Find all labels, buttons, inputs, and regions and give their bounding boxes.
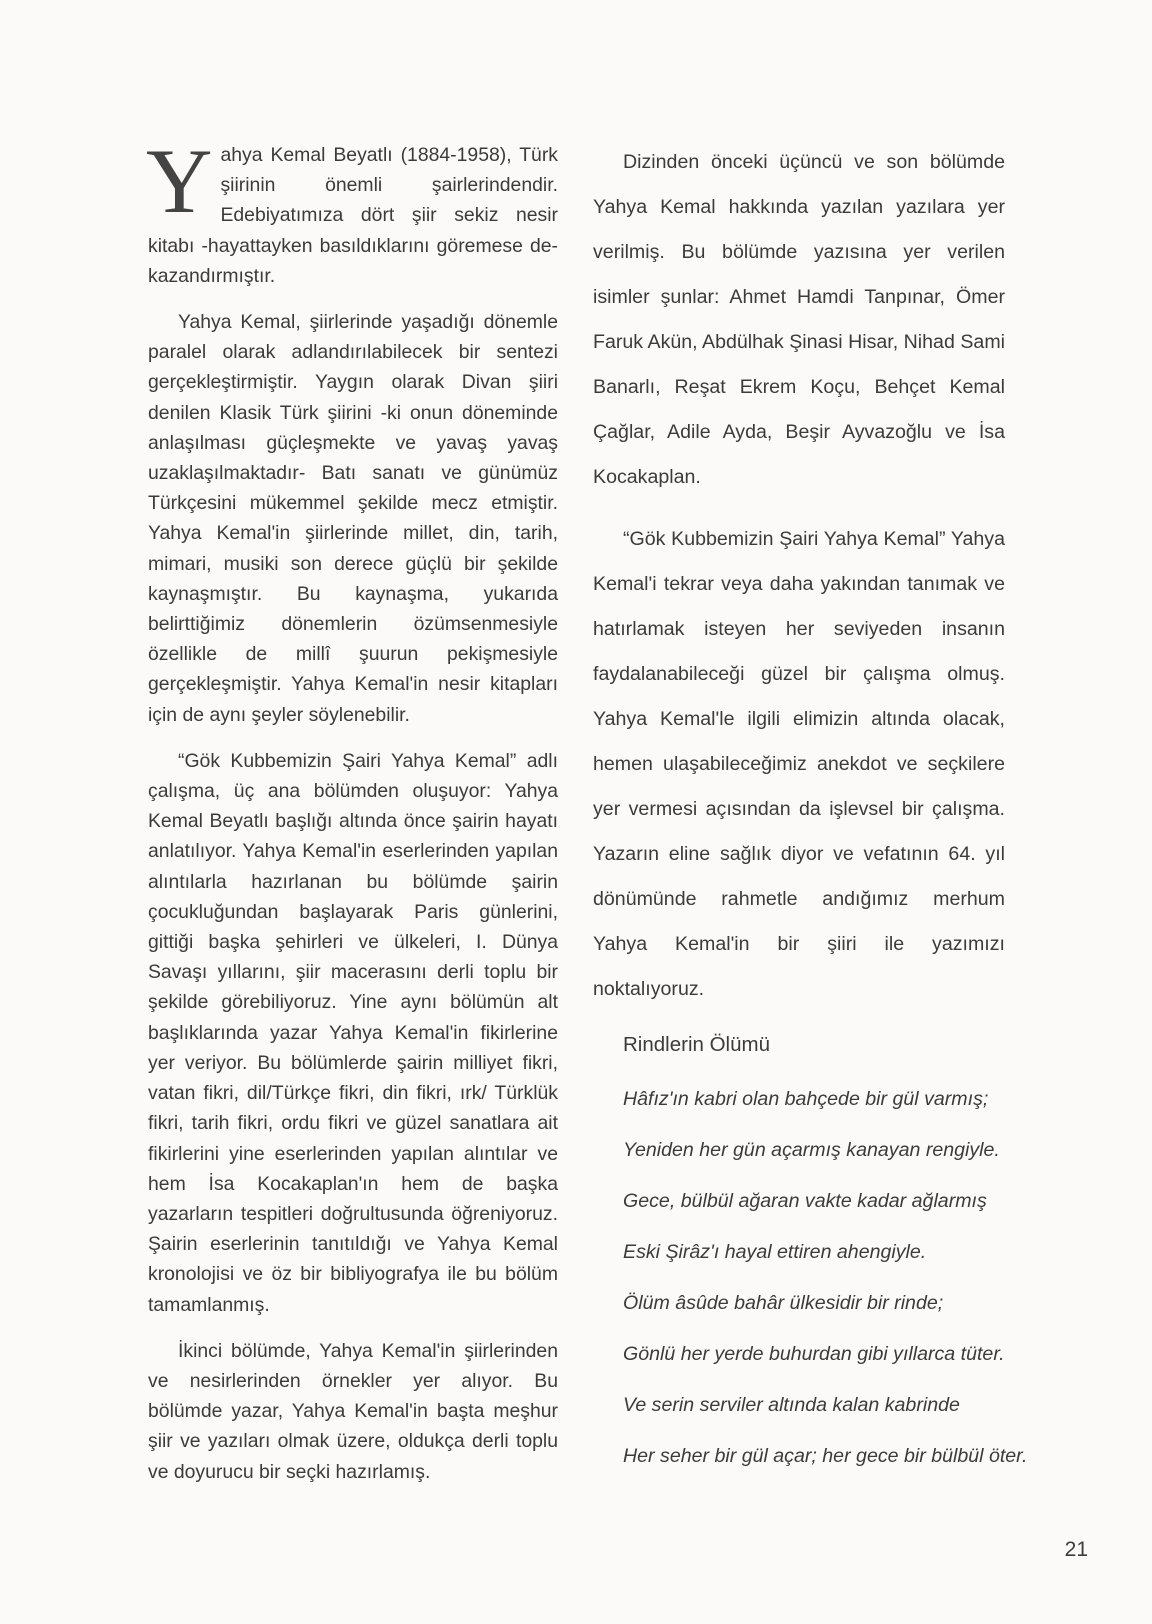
poem-line: Gönlü her yerde buhurdan gibi yıllarca tüter.	[623, 1343, 1005, 1365]
left-column	[146, 130, 558, 1503]
poem	[593, 1074, 1028, 1482]
poem-title: Rindlerin Ölümü	[623, 1033, 770, 1056]
page-number: 21	[1064, 1538, 1088, 1561]
intro-text: ahya Kemal Beyatlı (1884-1958), Türk şiirinin önemli şairlerindendir. Edebiyatımıza dört şiir sekiz nesir kitabı -hayattayken basıldıklarını göremese de- kazandırmıştır.	[148, 144, 558, 287]
paragraph-intro	[146, 130, 558, 291]
poem-line: Her seher bir gül açar; her gece bir bülbül öter.	[623, 1445, 1028, 1467]
paragraph-synthesis: Yahya Kemal, şiirlerinde yaşadığı dönemle paralel olarak adlandırılabilecek bir sentezi gerçekleştirmiştir. Yaygın olarak Divan şiiri denilen Klasik Türk şiirini -ki onun döneminde anlaşılması güçleşmekte ve yavaş yavaş uzaklaşılmaktadır- Batı sanatı ve günümüz Türkçesini mükemmel şekilde mecz etmiştir. Yahya Kemal'in şiirlerinde millet, din, tarih, mimari, musiki son derece güçlü bir şekilde kaynaşmıştır. Bu kaynaşma, yukarıda belirttiğimiz dönemlerin özümsenmesiyle özellikle de millî şuurun pekişmesiyle gerçekleşmiştir. Yahya Kemal'in nesir kitapları için de aynı şeyler söylenebilir.	[148, 311, 558, 726]
poem-line: Ve serin serviler altında kalan kabrinde	[623, 1394, 960, 1416]
paragraph-third-section: Dizinden önceki üçüncü ve son bölümde Yahya Kemal hakkında yazılan yazılara yer verilmiş. Bu bölümde yazısına yer verilen isimler şunlar: Ahmet Hamdi Tanpınar, Ömer Faruk Akün, Abdülhak Şinasi Hisar, Nihad Sami Banarlı, Reşat Ekrem Koçu, Behçet Kemal Çağlar, Adile Ayda, Beşir Ayvazoğlu ve İsa Kocakaplan.	[593, 151, 1005, 488]
paragraph-conclusion: “Gök Kubbemizin Şairi Yahya Kemal” Yahya Kemal'i tekrar veya daha yakından tanımak ve hatırlamak isteyen her seviyeden insanın faydalanabileceği güzel bir çalışma olmuş. Yahya Kemal'le ilgili elimizin altında olacak, hemen ulaşabileceğimiz anekdot ve seçkilere yer vermesi açısından da işlevsel bir çalışma. Yazarın eline sağlık diyor ve vefatının 64. yıl dönümünde rahmetle andığımız merhum Yahya Kemal'in bir şiiri ile yazımızı noktalıyoruz.	[593, 528, 1005, 1000]
poem-line: Ölüm âsûde bahâr ülkesidir bir rinde;	[623, 1292, 944, 1314]
poem-line: Gece, bülbül ağaran vakte kadar ağlarmış	[623, 1190, 987, 1212]
poem-line: Yeniden her gün açarmış kanayan rengiyle.	[623, 1139, 1000, 1161]
paragraph-second-section: İkinci bölümde, Yahya Kemal'in şiirlerinden ve nesirlerinden örnekler yer alıyor. Bu bölümde yazar, Yahya Kemal'in başta meşhur şiir ve yazıları olmak üzere, oldukça derli toplu ve doyurucu bir seçki hazırlamış.	[148, 1339, 558, 1483]
paragraph-first-section: “Gök Kubbemizin Şairi Yahya Kemal” adlı çalışma, üç ana bölümden oluşuyor: Yahya Kemal Beyatlı başlığı altında önce şairin hayatı anlatılıyor. Yahya Kemal'in eserlerinden yapılan alıntılarla hazırlanan bu bölümde şairin çocukluğundan başlayarak Paris günlerini, gittiği başka şehirleri ve ülkeleri, I. Dünya Savaşı yıllarını, şiir macerasını derli toplu bir şekilde görebiliyoruz. Yine aynı bölümün alt başlıklarında yazar Yahya Kemal'in fikirlerine yer veriyor. Bu bölümlerde şairin milliyet fikri, vatan fikri, dil/Türkçe fikri, din fikri, ırk/ Türklük fikri, tarih fikri, ordu fikri ve güzel sanatlara ait fikirlerini yine eserlerinden yapılan alıntılar ve hem İsa Kocakaplan'ın hem de başka yazarların tespitleri doğrultusunda öğreniyoruz. Şairin eserlerinin tanıtıldığı ve Yahya Kemal kronolojisi ve öz bir bibliyografya ile bu bölüm tamamlanmış.	[148, 749, 558, 1316]
drop-cap: Y	[146, 130, 213, 232]
poem-line: Eski Şirâz'ı hayal ettiren ahengiyle.	[623, 1241, 927, 1263]
right-column	[593, 140, 1028, 1482]
poem-line: Hâfız'ın kabri olan bahçede bir gül varmış;	[623, 1088, 989, 1110]
